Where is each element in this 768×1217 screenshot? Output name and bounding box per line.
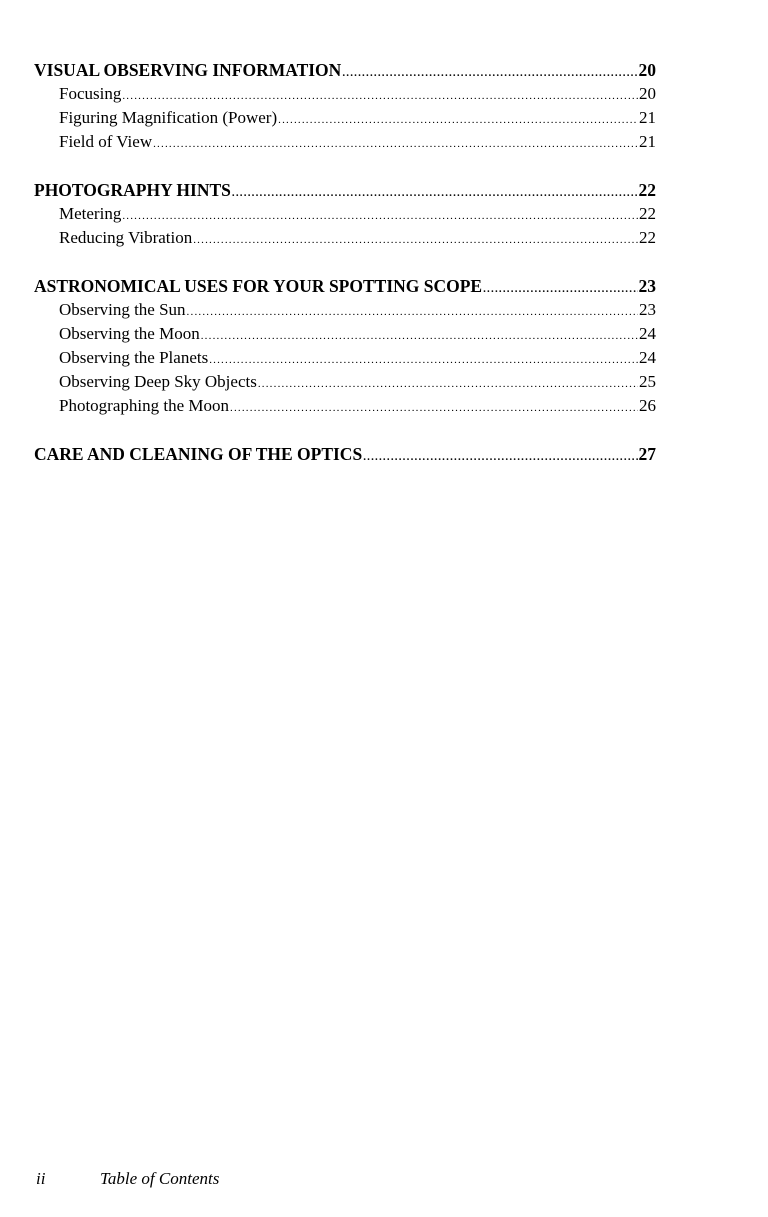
toc-page-number: 22 (639, 204, 656, 223)
dot-leader (232, 181, 638, 205)
toc-heading-title: ASTRONOMICAL USES FOR YOUR SPOTTING SCOPE (34, 276, 483, 296)
dot-leader (483, 277, 637, 301)
toc-section (34, 274, 656, 418)
toc-page-number: 24 (639, 348, 656, 367)
toc-section (34, 442, 656, 466)
toc-entry[interactable] (34, 226, 656, 250)
toc-entry[interactable] (34, 346, 656, 370)
toc-section-heading[interactable] (34, 274, 656, 298)
dot-leader (122, 84, 638, 108)
page-footer (36, 1169, 219, 1189)
toc-section (34, 178, 656, 250)
toc-heading-title: PHOTOGRAPHY HINTS (34, 180, 231, 200)
dot-leader (122, 204, 638, 228)
dot-leader (278, 108, 638, 132)
dot-leader (209, 348, 638, 372)
toc-page-number: 27 (638, 444, 656, 464)
toc-section-heading[interactable] (34, 442, 656, 466)
dot-leader (342, 61, 637, 85)
toc-entry[interactable] (34, 322, 656, 346)
toc-page-number: 22 (639, 228, 656, 247)
toc-entry-label: Observing the Moon (59, 324, 200, 343)
toc-entry[interactable] (34, 370, 656, 394)
toc-entry-label: Metering (59, 204, 122, 223)
toc-page-number: 23 (638, 276, 656, 296)
dot-leader (363, 445, 637, 469)
toc-page-number: 24 (639, 324, 656, 343)
table-of-contents (34, 58, 656, 490)
toc-entry-label: Reducing Vibration (59, 228, 193, 247)
toc-page-number: 20 (638, 60, 656, 80)
toc-entry-label: Observing the Sun (59, 300, 186, 319)
toc-section-heading[interactable] (34, 58, 656, 82)
toc-entry-label: Field of View (59, 132, 153, 151)
toc-entry-label: Photographing the Moon (59, 396, 229, 415)
toc-heading-title: VISUAL OBSERVING INFORMATION (34, 60, 342, 80)
toc-page-number: 23 (639, 300, 656, 319)
toc-page-number: 21 (639, 132, 656, 151)
toc-entry[interactable] (34, 394, 656, 418)
toc-section (34, 58, 656, 154)
toc-entry-label: Observing the Planets (59, 348, 209, 367)
toc-entry[interactable] (34, 130, 656, 154)
dot-leader (258, 372, 638, 396)
toc-entry[interactable] (34, 202, 656, 226)
toc-entry[interactable] (34, 82, 656, 106)
dot-leader (193, 228, 638, 252)
toc-section-heading[interactable] (34, 178, 656, 202)
toc-entry-label: Observing Deep Sky Objects (59, 372, 257, 391)
toc-page-number: 26 (639, 396, 656, 415)
toc-entry[interactable] (34, 298, 656, 322)
toc-page-number: 25 (639, 372, 656, 391)
running-title: Table of Contents (100, 1169, 220, 1188)
toc-entry-label: Figuring Magnification (Power) (59, 108, 278, 127)
toc-page-number: 20 (639, 84, 656, 103)
dot-leader (201, 324, 638, 348)
dot-leader (187, 300, 638, 324)
dot-leader (230, 396, 638, 420)
page-folio: ii (36, 1169, 46, 1188)
toc-entry-label: Focusing (59, 84, 122, 103)
toc-page-number: 22 (638, 180, 656, 200)
dot-leader (153, 132, 638, 156)
toc-heading-title: CARE AND CLEANING OF THE OPTICS (34, 444, 363, 464)
toc-page-number: 21 (639, 108, 656, 127)
toc-entry[interactable] (34, 106, 656, 130)
